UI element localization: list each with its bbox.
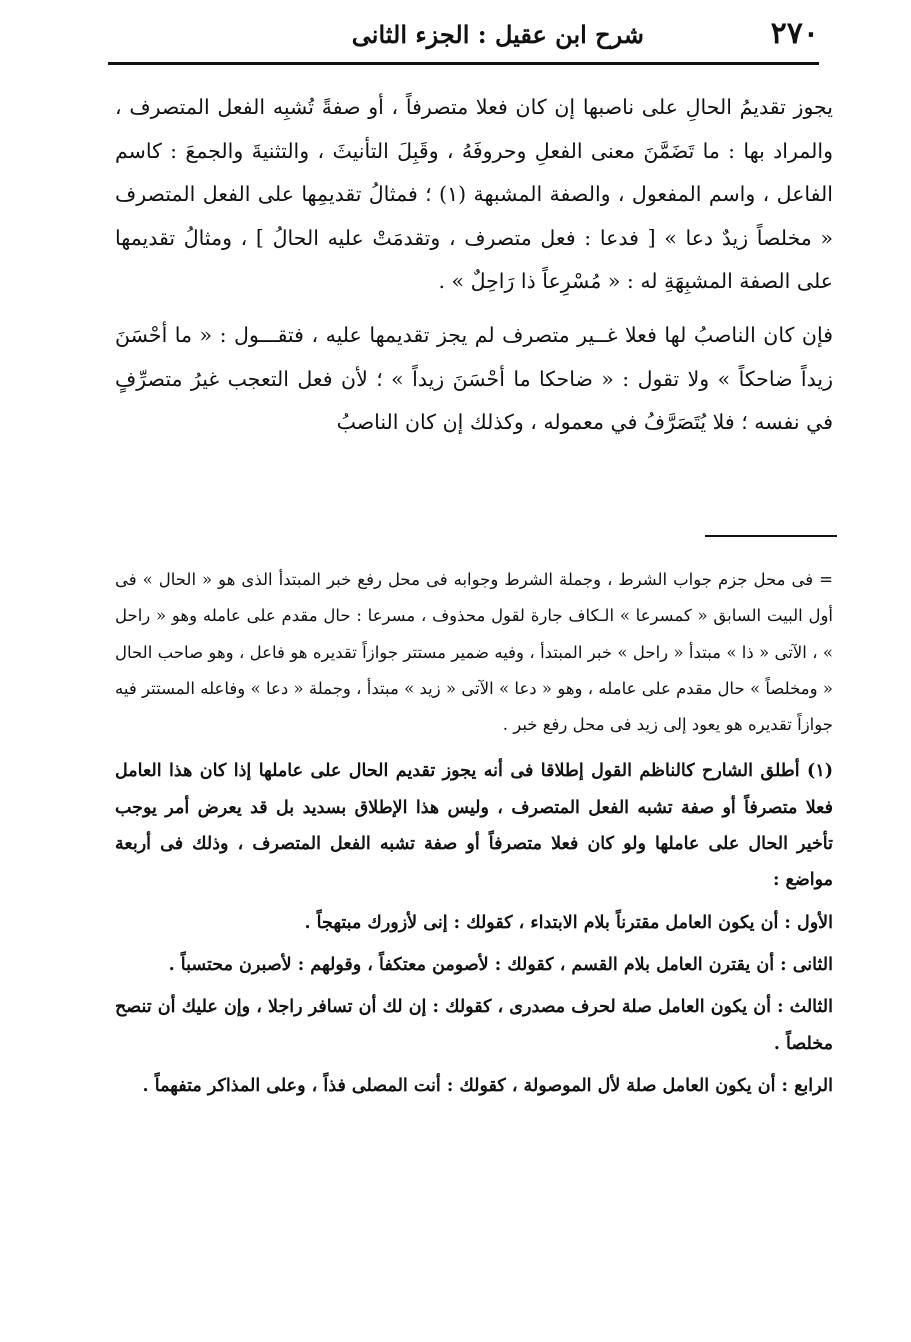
footnotes (115, 562, 833, 1104)
footnote-case-4: الرابع : أن يكون العامل صلة لأل الموصولة ، كقولك : أنت المصلى فذاً ، وعلى المذاكر متفهماً . (142, 1075, 833, 1096)
footnote-case-1: الأول : أن يكون العامل مقترناً بلام الابتداء ، كقولك : إنى لأزورك مبتهجاً . (304, 912, 833, 933)
footnote-separator (705, 535, 837, 537)
main-text (115, 86, 833, 445)
running-title: شرح ابن عقيل : الجزء الثانى (351, 20, 644, 49)
page-header (108, 14, 819, 58)
footnote-1: (١) أطلق الشارح كالناظم القول إطلاقا فى أنه يجوز تقديم الحال على عاملها إذا كان هذا العامل فعلا متصرفاً أو صفة تشبه الفعل المتصرف ، وليس هذا الإطلاق بسديد بل قد يعرض أمر يوجب تأخير الحال على عاملها ولو كان فعلا متصرفاً أو صفة تشبه الفعل المتصرف ، وذلك فى أربعة مواضع : (115, 761, 833, 891)
body-paragraph: يجوز تقديمُ الحالِ على ناصبها إن كان فعلا متصرفاً ، أو صفةً تُشبِه الفعل المتصرف ، والمراد بها : ما تَضَمَّنَ معنى الفعلِ وحروفَهُ ، وقَبِلَ التأنيثَ ، والتثنيةَ والجمعَ : كاسم الفاعل ، واسم المفعول ، والصفة المشبهة (١) ؛ فمثالُ تقديمِها على الفعل المتصرف « مخلصاً زيدٌ دعا » [ فدعا : فعل متصرف ، وتقدمَتْ عليه الحالُ ] ، ومثالُ تقديمها على الصفة المشبِهَةِ له : « مُسْرِعاً ذا رَاحِلٌ » . (115, 95, 833, 294)
header-rule (108, 62, 819, 65)
footnote-case-3: الثالث : أن يكون العامل صلة لحرف مصدرى ، كقولك : إن لك أن تسافر راجلا ، وإن عليك أن تنصح مخلصاً . (115, 997, 833, 1054)
footnote-case-2: الثانى : أن يقترن العامل بلام القسم ، كقولك : لأصومن معتكفاً ، وقولهم : لأصبرن محتسباً . (168, 954, 833, 975)
page-number: ٢٧٠ (770, 16, 819, 51)
footnote-gloss: = فى محل جزم جواب الشرط ، وجملة الشرط وجوابه فى محل رفع خبر المبتدأ الذى هو « الحال » فى أول البيت السابق « كمسرعا » الـكاف جارة لقول محذوف ، مسرعا : حال مقدم على عامله وهو « راحل » ، الآتى « ذا » مبتدأ « راحل » خبر المبتدأ ، وفيه ضمير مستتر جوازاً تقديره هو فاعل ، وهو صاحب الحال « ومخلصاً » حال مقدم على عامله ، وهو « دعا » الآتى « زيد » مبتدأ ، وجملة « دعا » وفاعله المستتر فيه جوازاً تقديره هو يعود إلى زيد فى محل رفع خبر . (115, 570, 833, 735)
body-paragraph: فإن كان الناصبُ لها فعلا غــير متصرف لم يجز تقديمها عليه ، فتقـــول : « ما أحْسَنَ زيداً ضاحكاً » ولا تقول : « ضاحكا ما أحْسَنَ زيداً » ؛ لأن فعل التعجب غيرُ متصرِّفٍ في نفسه ؛ فلا يُتَصَرَّفُ في معموله ، وكذلك إن كان الناصبُ (115, 322, 833, 435)
